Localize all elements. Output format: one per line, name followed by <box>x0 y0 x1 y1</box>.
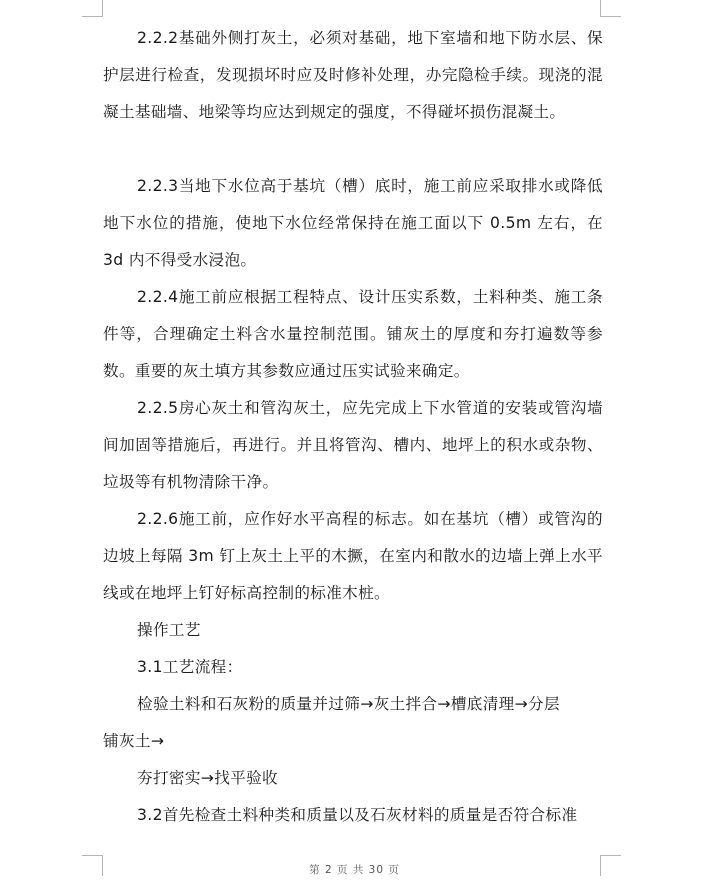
process-flow <box>103 686 603 760</box>
process-flow-line-3: 夯打密实→找平验收 <box>137 769 278 787</box>
paragraph-2-2-3: 2.2.3当地下水位高于基坑（槽）底时，施工前应采取排水或降低地下水位的措施，使地下水位经常保持在施工面以下 0.5m 左右，在 3d 内不得受水浸泡。 <box>103 177 603 269</box>
margin-mark-top-left <box>82 0 103 17</box>
sub-heading-3-1: 3.1工艺流程： <box>137 658 243 676</box>
paragraph-2-2-2: 2.2.2基础外侧打灰土，必须对基础，地下室墙和地下防水层、保护层进行检查，发现损坏时应及时修补处理，办完隐检手续。现浇的混凝土基础墙、地梁等均应达到规定的强度，不得碰坏损伤混凝土。 <box>103 29 603 121</box>
section-heading: 操作工艺 <box>137 621 201 639</box>
margin-mark-top-right <box>600 0 621 17</box>
paragraph-3-2: 3.2首先检查土料种类和质量以及石灰材料的质量是否符合标准 <box>137 806 578 824</box>
page-body <box>103 20 603 834</box>
paragraph-2-2-4: 2.2.4施工前应根据工程特点、设计压实系数，土料种类、施工条件等，合理确定土料含水量控制范围。铺灰土的厚度和夯打遍数等参数。重要的灰土填方其参数应通过压实试验来确定。 <box>103 288 603 380</box>
paragraph-2-2-6: 2.2.6施工前，应作好水平高程的标志。如在基坑（槽）或管沟的边坡上每隔 3m 钉上灰土上平的木撅，在室内和散水的边墙上弹上水平线或在地坪上钉好标高控制的标准木桩。 <box>103 510 603 602</box>
process-flow-line-2: 铺灰土→ <box>103 732 165 750</box>
blank-line <box>103 131 603 168</box>
page-number-footer: 第 2 页 共 30 页 <box>309 864 400 876</box>
paragraph-2-2-5: 2.2.5房心灰土和管沟灰土，应先完成上下水管道的安装或管沟墙间加固等措施后，再进行。并且将管沟、槽内、地坪上的积水或杂物、垃圾等有机物清除干净。 <box>103 399 603 491</box>
process-flow-line-1: 检验土料和石灰粉的质量并过筛→灰土拌合→槽底清理→分层 <box>137 695 560 713</box>
